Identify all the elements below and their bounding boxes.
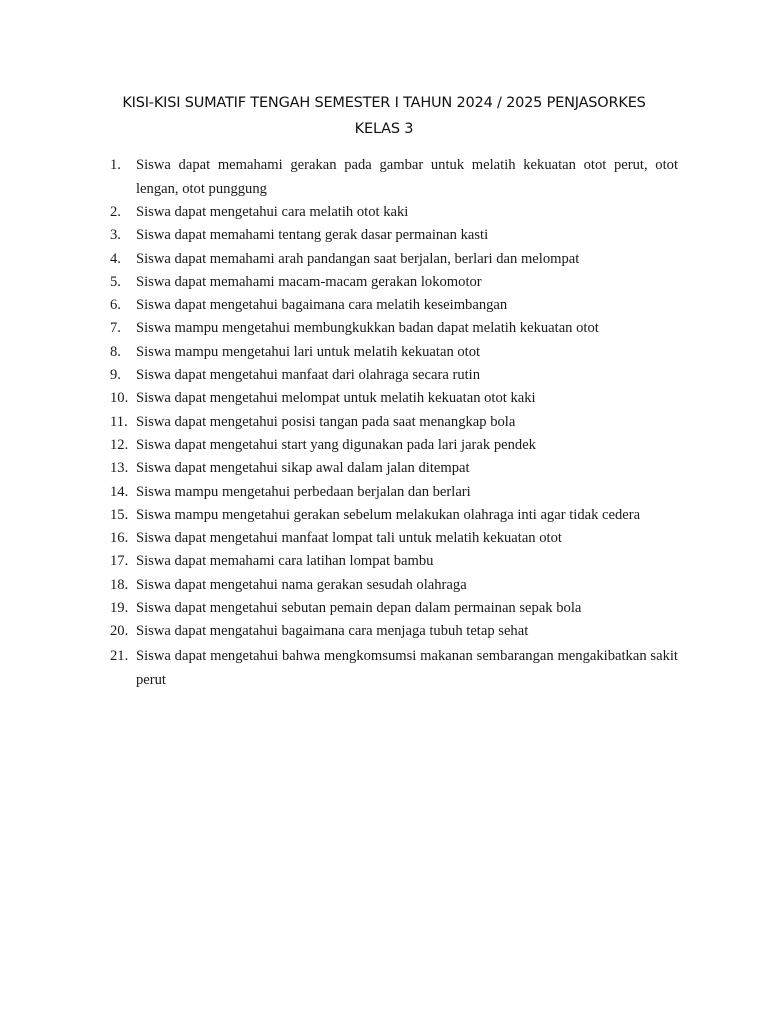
list-item bbox=[110, 597, 678, 620]
item-text: Siswa dapat mengetahui bahwa mengkomsumsi makanan sembarangan mengakibatkan sakit perut bbox=[136, 647, 678, 688]
item-number: 1. bbox=[110, 157, 121, 173]
item-text: Siswa dapat mengetahui start yang digunakan pada lari jarak pendek bbox=[136, 436, 536, 453]
item-number: 2. bbox=[110, 204, 121, 220]
list-item bbox=[110, 248, 678, 271]
document-title: KISI-KISI SUMATIF TENGAH SEMESTER I TAHUN 2024 / 2025 PENJASORKES bbox=[122, 95, 646, 111]
item-text: Siswa dapat memahami tentang gerak dasar permainan kasti bbox=[136, 227, 489, 244]
item-number: 10. bbox=[110, 390, 129, 407]
list-item bbox=[110, 527, 678, 550]
list-item bbox=[110, 317, 678, 340]
item-number: 18. bbox=[110, 576, 129, 593]
list-item bbox=[110, 644, 678, 692]
item-text: Siswa mampu mengetahui lari untuk melatih kekuatan otot bbox=[136, 343, 481, 360]
item-text: Siswa mampu mengetahui perbedaan berjalan dan berlari bbox=[136, 483, 471, 500]
list-item bbox=[110, 364, 678, 387]
item-text: Siswa dapat mengetahui nama gerakan sesudah olahraga bbox=[136, 576, 467, 593]
list-item bbox=[110, 201, 678, 224]
document-subtitle: KELAS 3 bbox=[354, 121, 414, 137]
list-item bbox=[110, 341, 678, 364]
item-number: 11. bbox=[110, 413, 128, 430]
item-number: 3. bbox=[110, 227, 121, 244]
item-number: 8. bbox=[110, 343, 121, 360]
item-number: 12. bbox=[110, 436, 129, 453]
item-number: 20. bbox=[110, 623, 129, 640]
item-number: 19. bbox=[110, 600, 129, 617]
item-text: Siswa mampu mengetahui gerakan sebelum melakukan olahraga inti agar tidak cedera bbox=[136, 506, 641, 523]
item-number: 21. bbox=[110, 647, 129, 664]
list-item bbox=[110, 224, 678, 247]
item-number: 6. bbox=[110, 297, 121, 314]
item-text: Siswa dapat mengetahui posisi tangan pada saat menangkap bola bbox=[136, 413, 516, 430]
list-item bbox=[110, 387, 678, 410]
item-text: Siswa dapat memahami arah pandangan saat berjalan, berlari dan melompat bbox=[136, 250, 580, 267]
list-item bbox=[110, 271, 678, 294]
item-text: Siswa mampu mengetahui membungkukkan badan dapat melatih kekuatan otot bbox=[136, 320, 599, 337]
list-item bbox=[110, 411, 678, 434]
item-number: 14. bbox=[110, 483, 129, 500]
list-item bbox=[110, 620, 678, 643]
list-item bbox=[110, 153, 678, 201]
item-text: Siswa dapat mengetahui sebutan pemain depan dalam permainan sepak bola bbox=[136, 600, 582, 617]
item-text: Siswa dapat mengetahui melompat untuk melatih kekuatan otot kaki bbox=[136, 390, 536, 407]
item-text: Siswa dapat memahami cara latihan lompat bambu bbox=[136, 553, 434, 570]
list-item bbox=[110, 550, 678, 573]
item-number: 16. bbox=[110, 530, 129, 547]
list-item bbox=[110, 434, 678, 457]
item-number: 15. bbox=[110, 506, 129, 523]
list-item bbox=[110, 481, 678, 504]
list-item bbox=[110, 574, 678, 597]
item-number: 13. bbox=[110, 460, 129, 477]
item-text: Siswa dapat mengetahui manfaat dari olahraga secara rutin bbox=[136, 367, 481, 384]
item-text: Siswa dapat mengatahui bagaimana cara menjaga tubuh tetap sehat bbox=[136, 623, 529, 640]
item-number: 7. bbox=[110, 320, 121, 337]
item-text: Siswa dapat mengetahui cara melatih otot kaki bbox=[136, 204, 409, 220]
item-text: Siswa dapat mengetahui bagaimana cara melatih keseimbangan bbox=[136, 297, 508, 314]
item-number: 17. bbox=[110, 553, 129, 570]
item-text: Siswa dapat mengetahui sikap awal dalam jalan ditempat bbox=[136, 460, 470, 477]
list-item bbox=[110, 504, 678, 527]
list-item bbox=[110, 294, 678, 317]
kisi-kisi-list bbox=[110, 153, 678, 692]
item-number: 5. bbox=[110, 273, 121, 290]
item-number: 9. bbox=[110, 367, 121, 384]
item-text: Siswa dapat mengetahui manfaat lompat tali untuk melatih kekuatan otot bbox=[136, 530, 562, 547]
list-item bbox=[110, 457, 678, 480]
item-text: Siswa dapat memahami macam-macam gerakan lokomotor bbox=[136, 273, 482, 290]
item-number: 4. bbox=[110, 250, 121, 267]
item-text: Siswa dapat memahami gerakan pada gambar untuk melatih kekuatan otot perut, otot lengan, otot punggung bbox=[136, 157, 678, 197]
